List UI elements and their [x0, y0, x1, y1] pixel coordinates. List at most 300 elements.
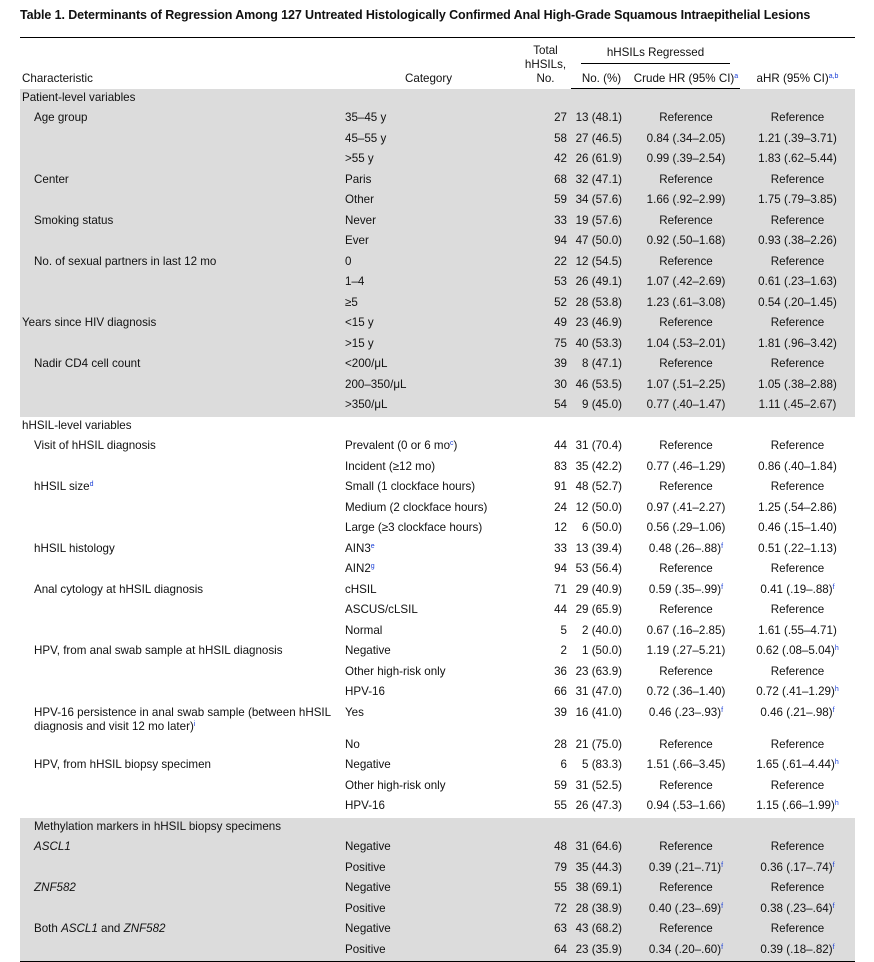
category-text: Positive: [345, 942, 386, 956]
total-cell: 30: [520, 376, 571, 397]
footnote-marker: f: [721, 861, 724, 869]
regressed-no-cell: 12 (50.0): [575, 500, 622, 514]
characteristic-text: HPV, from hHSIL biopsy specimen: [34, 758, 211, 771]
category-cell: [343, 437, 520, 458]
header-no-pct: No. (%): [571, 64, 632, 88]
ahr-value: 0.62 (.08–5.04): [756, 644, 835, 657]
ahr-value: 1.15 (.66–1.99): [756, 799, 835, 812]
table-row: [20, 540, 855, 561]
table-row: [20, 601, 855, 622]
crude-hr-value: 0.84 (.34–2.05): [646, 131, 726, 145]
crude-hr-cell: [632, 756, 740, 777]
ahr-value: 0.46 (.15–1.40): [758, 521, 837, 534]
total-cell: 53: [520, 273, 571, 294]
category-cell: [343, 941, 520, 962]
ahr-value: Reference: [770, 316, 825, 329]
category-cell: [343, 540, 520, 561]
characteristic-text: Methylation markers in hHSIL biopsy specimens: [34, 819, 282, 833]
ahr-value: Reference: [770, 254, 825, 268]
category-cell: [343, 756, 520, 777]
crude-hr-cell: [632, 736, 740, 757]
table-row: [20, 777, 855, 798]
regressed-no-cell: 32 (47.1): [571, 171, 632, 192]
ahr-cell: [740, 663, 855, 684]
total-cell: 75: [520, 335, 571, 356]
footnote-marker: f: [832, 943, 835, 951]
table-row: [20, 478, 855, 499]
table-row: [20, 519, 855, 540]
total-cell: 63: [520, 920, 571, 941]
total-cell: 79: [520, 859, 571, 880]
total-cell: 83: [554, 459, 567, 473]
ahr-cell: [740, 797, 855, 818]
total-cell: 66: [554, 685, 567, 698]
crude-hr-cell: [632, 355, 740, 376]
ahr-cell: [740, 355, 855, 376]
ahr-value: 1.25 (.54–2.86): [758, 500, 837, 514]
ahr-value: Reference: [770, 664, 825, 678]
ahr-cell: [740, 212, 855, 233]
regressed-no-cell: 16 (41.0): [575, 705, 622, 719]
ahr-cell: [740, 879, 855, 900]
category-text: Negative: [345, 840, 391, 853]
table-row: [20, 171, 855, 192]
crude-hr-value: Reference: [659, 213, 713, 227]
characteristic-text: Age group: [34, 111, 88, 124]
header-category: Category: [405, 72, 453, 85]
footnote-marker: f: [832, 902, 835, 910]
ahr-cell: [740, 191, 855, 212]
crude-hr-value: 0.59 (.35–.99): [648, 582, 722, 596]
characteristic-text: HPV, from anal swab sample at hHSIL diagnosis: [34, 644, 283, 657]
category-text: Other high-risk only: [345, 778, 446, 792]
ahr-cell: [740, 540, 855, 561]
category-text: Large (≥3 clockface hours): [345, 521, 483, 534]
category-text: Normal: [345, 623, 383, 637]
ahr-cell: [740, 314, 855, 335]
characteristic-text: Anal cytology at hHSIL diagnosis: [34, 582, 204, 596]
total-cell: 5: [560, 623, 567, 637]
crude-hr-value: 1.19 (.27–5.21): [646, 644, 726, 657]
regressed-no-cell: 1 (50.0): [582, 644, 622, 657]
crude-hr-value: Reference: [659, 922, 713, 935]
ahr-cell: [740, 396, 855, 417]
crude-hr-cell: [632, 560, 740, 581]
total-cell: 6: [560, 758, 567, 771]
regressed-no-cell: 26 (61.9): [571, 150, 632, 171]
category-cell: [343, 109, 520, 130]
total-cell: 68: [520, 171, 571, 192]
ahr-value: 0.41 (.19–.88): [760, 582, 833, 596]
total-cell: 39: [554, 705, 567, 719]
footnote-marker: f: [721, 943, 724, 951]
characteristic-cell: [20, 130, 343, 151]
ahr-cell: [740, 622, 855, 643]
characteristic-cell: [20, 683, 343, 704]
category-cell: [343, 663, 520, 684]
ahr-value: Reference: [770, 881, 825, 894]
crude-hr-cell: [632, 376, 740, 397]
ahr-cell: [740, 601, 855, 622]
ahr-cell: [740, 900, 855, 921]
ahr-value: 1.83 (.62–5.44): [758, 152, 837, 165]
ahr-cell: [740, 941, 855, 962]
regressed-no-cell: 28 (38.9): [571, 900, 632, 921]
category-cell: [343, 704, 520, 736]
regressed-no-cell: 21 (75.0): [575, 737, 622, 751]
characteristic-text: ASCL1: [61, 922, 98, 935]
ahr-cell: [740, 171, 855, 192]
characteristic-text: and: [97, 922, 124, 935]
total-cell: 55: [520, 879, 571, 900]
total-cell: 28: [554, 737, 567, 751]
crude-hr-value: 0.56 (.29–1.06): [646, 521, 726, 534]
crude-hr-value: 0.99 (.39–2.54): [646, 152, 726, 165]
characteristic-text: Smoking status: [34, 213, 114, 227]
footnote-marker: f: [832, 861, 835, 869]
ahr-cell: [740, 920, 855, 941]
crude-hr-cell: [632, 437, 740, 458]
characteristic-cell: [20, 232, 343, 253]
ahr-cell: [740, 232, 855, 253]
regressed-no-cell: 35 (44.3): [571, 859, 632, 880]
crude-hr-cell: [632, 314, 740, 335]
regressed-no-cell: 31 (52.5): [575, 778, 622, 792]
table-row: [20, 642, 855, 663]
category-cell: [343, 683, 520, 704]
characteristic-cell: [20, 920, 343, 941]
total-cell: 59: [520, 191, 571, 212]
category-cell: [343, 253, 520, 274]
total-cell: 55: [554, 799, 567, 812]
regressed-no-cell: 9 (45.0): [571, 396, 632, 417]
table-row: [20, 756, 855, 777]
ahr-value: 1.11 (.45–2.67): [758, 398, 837, 411]
category-cell: [343, 642, 520, 663]
ahr-value: 0.86 (.40–1.84): [758, 459, 837, 473]
characteristic-cell: [20, 335, 343, 356]
crude-hr-value: Reference: [659, 603, 713, 616]
crude-hr-cell: [632, 683, 740, 704]
table-row: [20, 212, 855, 233]
header-crude-footnote: a: [734, 72, 739, 80]
category-text: HPV-16: [345, 799, 385, 812]
category-text: >15 y: [345, 336, 374, 350]
header-total-line1: Total: [533, 44, 558, 57]
category-text: Other: [345, 193, 374, 206]
category-cell: [343, 458, 520, 479]
crude-hr-value: 0.39 (.21–.71): [648, 860, 722, 874]
characteristic-text: ZNF582: [34, 881, 76, 894]
crude-hr-cell: [632, 601, 740, 622]
ahr-cell: [740, 683, 855, 704]
ahr-value: Reference: [770, 840, 825, 853]
top-rule: [20, 37, 855, 38]
footnote-marker: d: [89, 481, 94, 488]
regressed-no-cell: 46 (53.5): [571, 376, 632, 397]
crude-hr-cell: [632, 273, 740, 294]
category-text: Ever: [345, 234, 369, 247]
table-row: [20, 560, 855, 581]
category-cell: [343, 396, 520, 417]
table-row: [20, 838, 855, 859]
total-cell: 94: [554, 562, 567, 575]
characteristic-cell: [20, 171, 343, 192]
regressed-no-cell: 53 (56.4): [575, 562, 622, 575]
category-text: 35–45 y: [345, 111, 387, 124]
regressed-no-cell: 6 (50.0): [582, 521, 622, 534]
crude-hr-value: 0.77 (.40–1.47): [646, 398, 726, 411]
category-text: HPV-16: [345, 685, 385, 698]
total-cell: 44: [554, 603, 567, 616]
characteristic-cell: [20, 417, 855, 438]
crude-hr-cell: [632, 622, 740, 643]
characteristic-cell: [20, 88, 855, 109]
characteristic-cell: [20, 900, 343, 921]
regressed-no-cell: 28 (53.8): [571, 294, 632, 315]
characteristic-cell: [20, 540, 343, 561]
crude-hr-cell: [632, 900, 740, 921]
regressed-no-cell: 43 (68.2): [571, 920, 632, 941]
crude-hr-value: 1.07 (.42–2.69): [646, 275, 726, 288]
category-cell: [343, 736, 520, 757]
characteristic-cell: [20, 941, 343, 962]
ahr-cell: [740, 581, 855, 602]
characteristic-text: ASCL1: [34, 840, 71, 853]
category-cell: [343, 499, 520, 520]
header-total-line2: hHSILs,: [524, 58, 567, 71]
category-cell: [343, 601, 520, 622]
crude-hr-cell: [632, 191, 740, 212]
category-text: Negative: [345, 922, 391, 935]
crude-hr-cell: [632, 499, 740, 520]
table-header: [20, 44, 855, 88]
total-cell: 12: [554, 521, 567, 534]
total-cell: 94: [520, 232, 571, 253]
characteristic-cell: [20, 212, 343, 233]
header-ahr: [740, 44, 855, 88]
category-text: Incident (≥12 mo): [345, 459, 436, 473]
footnote-marker: f: [721, 706, 724, 714]
regressed-no-cell: 19 (57.6): [571, 212, 632, 233]
regressed-no-cell: 23 (35.9): [571, 941, 632, 962]
regressed-no-cell: 40 (53.3): [571, 335, 632, 356]
ahr-cell: [740, 335, 855, 356]
ahr-value: 0.46 (.21–.98): [760, 705, 833, 719]
crude-hr-value: Reference: [659, 439, 713, 452]
ahr-value: Reference: [770, 172, 825, 186]
crude-hr-cell: [632, 396, 740, 417]
characteristic-cell: [20, 818, 855, 839]
regressed-no-cell: 38 (69.1): [571, 879, 632, 900]
header-characteristic: Characteristic: [22, 72, 93, 85]
crude-hr-value: Reference: [659, 562, 713, 575]
ahr-value: Reference: [770, 778, 825, 792]
characteristic-cell: [20, 797, 343, 818]
ahr-value: 1.65 (.61–4.44): [756, 758, 835, 771]
ahr-cell: [740, 273, 855, 294]
characteristic-cell: [20, 777, 343, 798]
table-row: [20, 941, 855, 962]
crude-hr-value: Reference: [659, 881, 713, 894]
characteristic-cell: [20, 879, 343, 900]
characteristic-text: hHSIL size: [34, 480, 90, 493]
characteristic-cell: [20, 396, 343, 417]
table-row: [20, 191, 855, 212]
category-text-suffix: ): [453, 439, 458, 452]
crude-hr-cell: [632, 777, 740, 798]
characteristic-cell: [20, 376, 343, 397]
category-text: Small (1 clockface hours): [345, 480, 476, 493]
crude-hr-cell: [632, 797, 740, 818]
characteristic-text: Both: [34, 922, 62, 935]
ahr-value: Reference: [770, 922, 825, 935]
ahr-cell: [740, 777, 855, 798]
crude-hr-cell: [632, 519, 740, 540]
header-regressed-label: hHSILs Regressed: [581, 46, 730, 64]
table-row: [20, 396, 855, 417]
ahr-value: 0.38 (.23–.64): [760, 901, 833, 915]
category-cell: [343, 171, 520, 192]
table-row: [20, 109, 855, 130]
characteristic-cell: [20, 191, 343, 212]
category-text: Negative: [345, 644, 391, 657]
regressed-no-cell: 35 (42.2): [575, 459, 622, 473]
crude-hr-cell: [632, 540, 740, 561]
table-row: [20, 581, 855, 602]
header-ahr-footnote: a,b: [828, 73, 839, 80]
crude-hr-value: 0.72 (.36–1.40): [646, 685, 726, 698]
table-row: [20, 314, 855, 335]
crude-hr-value: Reference: [659, 778, 713, 792]
category-text: 1–4: [345, 275, 365, 288]
results-table: [20, 44, 855, 962]
category-cell: [343, 581, 520, 602]
category-text: Negative: [345, 881, 391, 894]
crude-hr-value: Reference: [659, 480, 713, 493]
ahr-value: 1.81 (.96–3.42): [758, 336, 837, 350]
ahr-value: Reference: [770, 562, 825, 575]
ahr-value: Reference: [770, 737, 825, 751]
ahr-cell: [740, 838, 855, 859]
category-cell: [343, 294, 520, 315]
category-text: <15 y: [345, 316, 374, 329]
crude-hr-cell: [632, 212, 740, 233]
regressed-no-cell: 2 (40.0): [582, 623, 622, 637]
ahr-cell: [740, 642, 855, 663]
ahr-value: 0.61 (.23–1.63): [758, 275, 837, 288]
characteristic-cell: [20, 622, 343, 643]
regressed-no-cell: 27 (46.5): [571, 130, 632, 151]
ahr-cell: [740, 458, 855, 479]
crude-hr-value: 0.40 (.23–.69): [648, 901, 722, 915]
category-cell: [343, 519, 520, 540]
characteristic-cell: [20, 560, 343, 581]
category-text: Paris: [345, 172, 372, 186]
category-text: 0: [345, 254, 352, 268]
category-text: Other high-risk only: [345, 664, 446, 678]
characteristic-cell: [20, 273, 343, 294]
crude-hr-value: Reference: [659, 737, 713, 751]
regressed-no-cell: 8 (47.1): [571, 355, 632, 376]
characteristic-cell: [20, 355, 343, 376]
table-row: [20, 376, 855, 397]
footnote-marker: f: [832, 706, 835, 714]
category-text: cHSIL: [345, 582, 377, 596]
category-cell: [343, 150, 520, 171]
crude-hr-value: 1.04 (.53–2.01): [646, 336, 726, 350]
category-text: Negative: [345, 758, 391, 771]
crude-hr-value: 1.51 (.66–3.45): [646, 758, 726, 771]
crude-hr-cell: [632, 335, 740, 356]
crude-hr-value: Reference: [659, 172, 713, 186]
ahr-value: 0.39 (.18–.82): [760, 942, 833, 956]
regressed-no-cell: 48 (52.7): [575, 480, 622, 493]
total-cell: 39: [520, 355, 571, 376]
table-row: [20, 859, 855, 880]
category-text: <200/μL: [345, 357, 388, 370]
total-cell: 33: [554, 541, 567, 555]
characteristic-cell: [20, 253, 343, 274]
crude-hr-value: 0.34 (.20–.60): [648, 942, 722, 956]
ahr-value: 1.05 (.38–2.88): [758, 377, 837, 391]
crude-hr-value: 0.77 (.46–1.29): [646, 459, 726, 473]
table-row: [20, 797, 855, 818]
total-cell: 54: [520, 396, 571, 417]
regressed-no-cell: 12 (54.5): [571, 253, 632, 274]
characteristic-cell: [20, 736, 343, 757]
category-text: >55 y: [345, 152, 374, 165]
footnote-marker: h: [834, 759, 839, 766]
ahr-value: Reference: [770, 213, 825, 227]
total-cell: 22: [520, 253, 571, 274]
category-cell: [343, 622, 520, 643]
section-row: [20, 417, 855, 438]
characteristic-cell: [20, 109, 343, 130]
characteristic-text: hHSIL histology: [34, 541, 115, 555]
regressed-no-cell: 26 (47.3): [575, 799, 622, 812]
crude-hr-cell: [632, 109, 740, 130]
crude-hr-value: 1.23 (.61–3.08): [646, 295, 726, 309]
category-cell: [343, 335, 520, 356]
ahr-value: Reference: [770, 603, 825, 616]
total-cell: 58: [520, 130, 571, 151]
table-body: [20, 88, 855, 962]
total-cell: 52: [520, 294, 571, 315]
total-cell: 49: [520, 314, 571, 335]
ahr-cell: [740, 560, 855, 581]
category-text: ≥5: [345, 295, 358, 309]
ahr-cell: [740, 253, 855, 274]
regressed-no-cell: 47 (50.0): [571, 232, 632, 253]
characteristic-cell: [20, 704, 343, 736]
characteristic-text: HPV-16 persistence in anal swab sample (between hHSIL diagnosis and visit 12 mo later): [34, 705, 331, 733]
crude-hr-value: Reference: [659, 840, 713, 853]
characteristic-cell: [20, 437, 343, 458]
total-cell: 72: [520, 900, 571, 921]
ahr-value: Reference: [770, 439, 825, 452]
category-cell: [343, 879, 520, 900]
ahr-cell: [740, 704, 855, 736]
category-text: Yes: [345, 705, 364, 719]
characteristic-cell: [20, 294, 343, 315]
table-row: [20, 683, 855, 704]
category-cell: [343, 797, 520, 818]
table-row: [20, 355, 855, 376]
ahr-value: 0.54 (.20–1.45): [758, 295, 837, 309]
table-row: [20, 663, 855, 684]
characteristic-text: Center: [34, 172, 69, 186]
